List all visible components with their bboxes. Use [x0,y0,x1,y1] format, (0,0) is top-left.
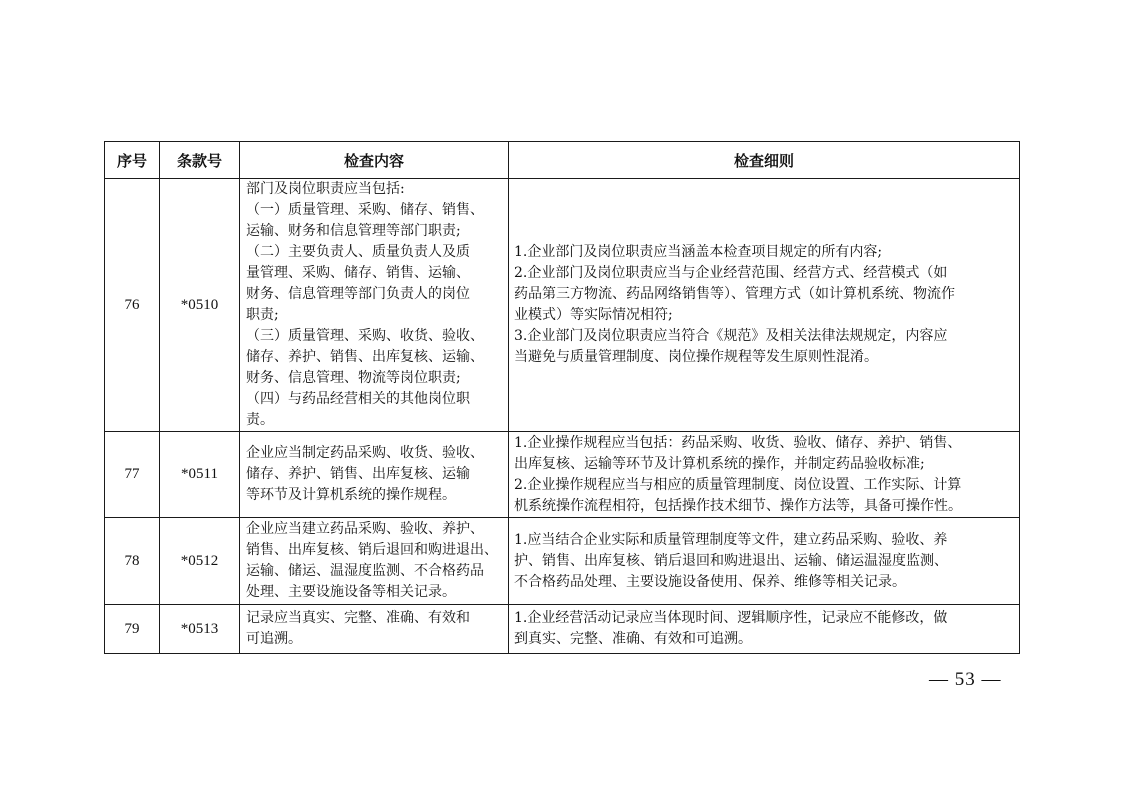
content-line: （一）质量管理、采购、储存、销售、 [246,202,484,218]
detail-line: 业模式）等实际情况相符; [514,307,673,323]
header-content: 检查内容 [240,142,509,179]
detail-line: 1.应当结合企业实际和质量管理制度等文件，建立药品采购、验收、养 [514,531,948,548]
row-content [240,605,509,654]
row-detail [509,432,1020,518]
detail-line: 当避免与质量管理制度、岗位操作规程等发生原则性混淆。 [514,349,878,365]
row-content [240,432,509,518]
detail-line: 1.企业操作规程应当包括：药品采购、收货、验收、储存、养护、销售、 [514,434,962,451]
detail-line: 1.企业部门及岗位职责应当涵盖本检查项目规定的所有内容; [514,244,883,260]
content-line: 运输、储运、温湿度监测、不合格药品 [246,563,484,579]
detail-line: 2.企业部门及岗位职责应当与企业经营范围、经营方式、经营模式（如 [514,265,948,281]
row-detail [509,518,1020,605]
table-row [105,179,1020,432]
row-clause: *0512 [160,518,240,605]
content-line: （三）质量管理、采购、收货、验收、 [246,328,484,344]
detail-line: 护、销售、出库复核、销后退回和购进退出、运输、储运温湿度监测、 [514,552,948,569]
table-row [105,605,1020,654]
row-clause: *0513 [160,605,240,654]
detail-line: 出库复核、运输等环节及计算机系统的操作，并制定药品验收标准; [514,455,925,472]
detail-line: 1.企业经营活动记录应当体现时间、逻辑顺序性，记录应不能修改，做 [514,610,948,626]
table-header-row [105,142,1020,179]
row-seq: 77 [105,432,160,518]
detail-line: 2.企业操作规程应当与相应的质量管理制度、岗位设置、工作实际、计算 [514,476,962,493]
table-row [105,432,1020,518]
detail-line: 不合格药品处理、主要设施设备使用、保养、维修等相关记录。 [514,573,906,590]
content-line: （四）与药品经营相关的其他岗位职 [246,391,470,407]
content-line: 储存、养护、销售、出库复核、运输 [246,466,470,482]
row-detail [509,179,1020,432]
row-clause: *0511 [160,432,240,518]
header-detail: 检查细则 [509,142,1020,179]
content-line: 储存、养护、销售、出库复核、运输、 [246,349,484,365]
content-line: 运输、财务和信息管理等部门职责; [246,223,461,239]
header-clause: 条款号 [160,142,240,179]
content-line: 等环节及计算机系统的操作规程。 [246,487,456,503]
content-line: 量管理、采购、储存、销售、运输、 [246,265,470,281]
content-line: 责。 [246,412,274,428]
row-content [240,518,509,605]
detail-line: 药品第三方物流、药品网络销售等）、管理方式（如计算机系统、物流作 [514,286,955,302]
content-line: （二）主要负责人、质量负责人及质 [246,244,470,260]
content-line: 处理、主要设施设备等相关记录。 [246,584,456,600]
row-content [240,179,509,432]
content-line: 可追溯。 [246,631,302,647]
content-line: 企业应当建立药品采购、验收、养护、 [246,521,484,537]
page-number: — 53 — [929,669,1002,690]
content-line: 职责; [246,307,279,323]
content-line: 财务、信息管理等部门负责人的岗位 [246,286,470,302]
header-seq: 序号 [105,142,160,179]
detail-line: 到真实、完整、准确、有效和可追溯。 [514,631,752,647]
row-seq: 79 [105,605,160,654]
row-seq: 78 [105,518,160,605]
detail-line: 机系统操作流程相符，包括操作技术细节、操作方法等，具备可操作性。 [514,497,962,514]
content-line: 部门及岗位职责应当包括: [246,181,405,197]
row-seq: 76 [105,179,160,432]
row-detail [509,605,1020,654]
content-line: 企业应当制定药品采购、收货、验收、 [246,445,484,461]
table-row [105,518,1020,605]
content-line: 财务、信息管理、物流等岗位职责; [246,370,461,386]
row-clause: *0510 [160,179,240,432]
content-line: 记录应当真实、完整、准确、有效和 [246,610,470,626]
content-line: 销售、出库复核、销后退回和购进退出、 [246,542,498,558]
inspection-table [104,141,1020,654]
detail-line: 3.企业部门及岗位职责应当符合《规范》及相关法律法规规定，内容应 [514,328,948,344]
